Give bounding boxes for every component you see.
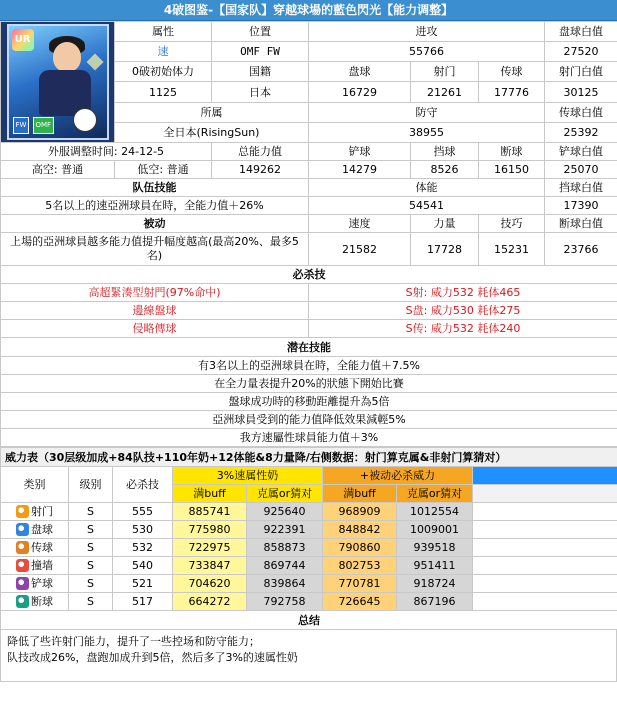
team-skill-text: 5名以上的速亞洲球員在時，全能力值＋26%	[1, 197, 309, 215]
passive-full: 790860	[323, 539, 397, 557]
category-name: 盘球	[31, 522, 53, 536]
level: S	[69, 557, 113, 575]
speed-label: 速度	[309, 215, 411, 233]
power-row	[1, 539, 617, 557]
pass-label: 传球	[479, 62, 545, 82]
position-label: 位置	[212, 22, 309, 42]
offense-label: 进攻	[309, 22, 545, 42]
shoot-label: 射门	[411, 62, 479, 82]
passive-counter: 918724	[397, 575, 473, 593]
intercept-label: 断球	[479, 143, 545, 161]
latent-skill: 我方速屬性球員能力值＋3%	[1, 429, 617, 447]
summary-text	[0, 630, 617, 682]
speed-buff-full: 722975	[173, 539, 247, 557]
speed-buff-full: 664272	[173, 593, 247, 611]
block-value: 8526	[411, 161, 479, 179]
character-card-image	[7, 24, 109, 140]
pass-white-label: 传球白值	[545, 102, 617, 122]
category-name: 射门	[31, 504, 53, 518]
special-skill-name: 邊線盤球	[1, 302, 309, 320]
special-skills-title: 必杀技	[1, 266, 617, 284]
stats-table	[0, 21, 617, 447]
passive-counter: 1009001	[397, 521, 473, 539]
omf-position-badge: OMF	[33, 117, 55, 134]
power-table	[0, 447, 617, 630]
speed-buff-header: 3%速属性奶	[173, 467, 323, 485]
power-row	[1, 503, 617, 521]
power-value: 17728	[411, 233, 479, 266]
category-name: 撞墙	[31, 558, 53, 572]
full-buff-header-b: 满buff	[323, 485, 397, 503]
blue-filler	[473, 467, 617, 485]
passive-power-header: +被动必杀威力	[323, 467, 473, 485]
block-white-label: 挡球白值	[545, 179, 617, 197]
defense-value: 38955	[309, 122, 545, 142]
passive-counter: 951411	[397, 557, 473, 575]
tackle-value: 14279	[309, 161, 411, 179]
speed-buff-full: 885741	[173, 503, 247, 521]
tackle-label: 铲球	[309, 143, 411, 161]
passive-text: 上場的亞洲球員越多能力值提升幅度越高(最高20%、最多5名)	[1, 233, 309, 266]
special-skill-effect: S射: 威力532 耗体465	[309, 284, 617, 302]
power-row	[1, 593, 617, 611]
intercept-white-value: 23766	[545, 233, 617, 266]
counter-header-b: 克属or猜对	[397, 485, 473, 503]
speed-buff-counter: 858873	[247, 539, 323, 557]
tackle-white-value: 25070	[545, 161, 617, 179]
fw-position-badge: FW	[13, 117, 30, 134]
skill-power: 532	[113, 539, 173, 557]
passive-counter: 939518	[397, 539, 473, 557]
speed-buff-full: 775980	[173, 521, 247, 539]
team-label: 所属	[115, 102, 309, 122]
dribble-white-label: 盘球白值	[545, 22, 617, 42]
ball-icon	[73, 108, 97, 132]
intercept-icon	[16, 595, 29, 608]
speed-value: 21582	[309, 233, 411, 266]
speed-buff-counter: 922391	[247, 521, 323, 539]
passive-full: 726645	[323, 593, 397, 611]
page-title: 4破图鉴-【国家队】穿越球場的藍色閃光【能力调整】	[0, 0, 617, 21]
special-skill-name: 侵略傳球	[1, 320, 309, 338]
power-table-title: 威力表（30层级加成+84队技+110年奶+12体能&8力量降/右侧数据：射门算克属&非射门算猜对）	[1, 448, 617, 467]
dribble-label: 盘球	[309, 62, 411, 82]
light-filler	[473, 485, 617, 503]
passive-label: 被动	[1, 215, 309, 233]
intercept-white-label: 断球白值	[545, 215, 617, 233]
skill-power: 540	[113, 557, 173, 575]
category-name: 断球	[31, 594, 53, 608]
nationality-value: 日本	[212, 82, 309, 102]
technique-value: 15231	[479, 233, 545, 266]
power-label: 力量	[411, 215, 479, 233]
tackle-white-label: 铲球白值	[545, 143, 617, 161]
level: S	[69, 593, 113, 611]
nationality-label: 国籍	[212, 62, 309, 82]
initial-stamina-label: 0破初始体力	[115, 62, 212, 82]
attribute-label: 属性	[115, 22, 212, 42]
summary-title: 总结	[1, 611, 617, 630]
defense-label: 防守	[309, 102, 545, 122]
summary-line: 队技改成26%，盘跑加成升到5倍，然后多了3%的速属性奶	[7, 651, 298, 664]
tackle-icon	[16, 577, 29, 590]
skill-power: 530	[113, 521, 173, 539]
pass-icon	[16, 541, 29, 554]
pass-value: 17776	[479, 82, 545, 102]
wall-icon	[16, 559, 29, 572]
speed-buff-counter: 869744	[247, 557, 323, 575]
latent-skill: 有3名以上的亞洲球員在時，全能力值＋7.5%	[1, 357, 617, 375]
latent-skill: 在全力量表提升20%的狀態下開始比賽	[1, 375, 617, 393]
speed-buff-counter: 925640	[247, 503, 323, 521]
category-name: 铲球	[31, 576, 53, 590]
power-row	[1, 521, 617, 539]
special-skill-effect: S盘: 威力530 耗体275	[309, 302, 617, 320]
counter-header-a: 克属or猜对	[247, 485, 323, 503]
passive-full: 968909	[323, 503, 397, 521]
block-label: 挡球	[411, 143, 479, 161]
passive-counter: 1012554	[397, 503, 473, 521]
attribute-value: 速	[115, 42, 212, 62]
skill-power: 555	[113, 503, 173, 521]
shoot-value: 21261	[411, 82, 479, 102]
technique-label: 技巧	[479, 215, 545, 233]
passive-full: 770781	[323, 575, 397, 593]
category-header: 类别	[1, 467, 69, 503]
special-skill-name: 高超緊湊型射門(97%命中)	[1, 284, 309, 302]
special-skill-effect: S传: 威力532 耗体240	[309, 320, 617, 338]
level: S	[69, 575, 113, 593]
stamina-value: 54541	[309, 197, 545, 215]
level-header: 级别	[69, 467, 113, 503]
full-buff-header-a: 满buff	[173, 485, 247, 503]
total-stats-value: 149262	[212, 161, 309, 179]
pass-white-value: 25392	[545, 122, 617, 142]
dribble-icon	[16, 523, 29, 536]
speed-buff-full: 704620	[173, 575, 247, 593]
summary-line: 降低了些许射门能力，提升了一些控场和防守能力；	[7, 635, 260, 648]
dribble-value: 16729	[309, 82, 411, 102]
ur-rarity-badge: UR	[12, 29, 34, 51]
initial-stamina-value: 1125	[115, 82, 212, 102]
latent-skill: 亞洲球員受到的能力值降低效果減輕5%	[1, 411, 617, 429]
speed-buff-counter: 839864	[247, 575, 323, 593]
passive-full: 848842	[323, 521, 397, 539]
shoot-white-label: 射门白值	[545, 62, 617, 82]
category-name: 传球	[31, 540, 53, 554]
speed-buff-counter: 792758	[247, 593, 323, 611]
level: S	[69, 503, 113, 521]
power-row	[1, 575, 617, 593]
shoot-white-value: 30125	[545, 82, 617, 102]
adjust-date: 外服调整时间: 24-12-5	[1, 143, 212, 161]
latent-skill: 盤球成功時的移動距離提升為5倍	[1, 393, 617, 411]
total-stats-label: 总能力值	[212, 143, 309, 161]
offense-value: 55766	[309, 42, 545, 62]
intercept-value: 16150	[479, 161, 545, 179]
position-value: OMF FW	[212, 42, 309, 62]
speed-buff-full: 733847	[173, 557, 247, 575]
level: S	[69, 539, 113, 557]
skill-power: 521	[113, 575, 173, 593]
passive-full: 802753	[323, 557, 397, 575]
level: S	[69, 521, 113, 539]
high-ball-value: 高空: 普通	[1, 161, 115, 179]
skill-header: 必杀技	[113, 467, 173, 503]
skill-power: 517	[113, 593, 173, 611]
team-skill-label: 队伍技能	[1, 179, 309, 197]
power-row	[1, 557, 617, 575]
stamina-label: 体能	[309, 179, 545, 197]
shoot-icon	[16, 505, 29, 518]
dribble-white-value: 27520	[545, 42, 617, 62]
low-ball-value: 低空: 普通	[115, 161, 212, 179]
character-portrait	[1, 22, 115, 143]
block-white-value: 17390	[545, 197, 617, 215]
latent-skills-title: 潜在技能	[1, 338, 617, 357]
passive-counter: 867196	[397, 593, 473, 611]
team-value: 全日本(RisingSun)	[115, 122, 309, 142]
